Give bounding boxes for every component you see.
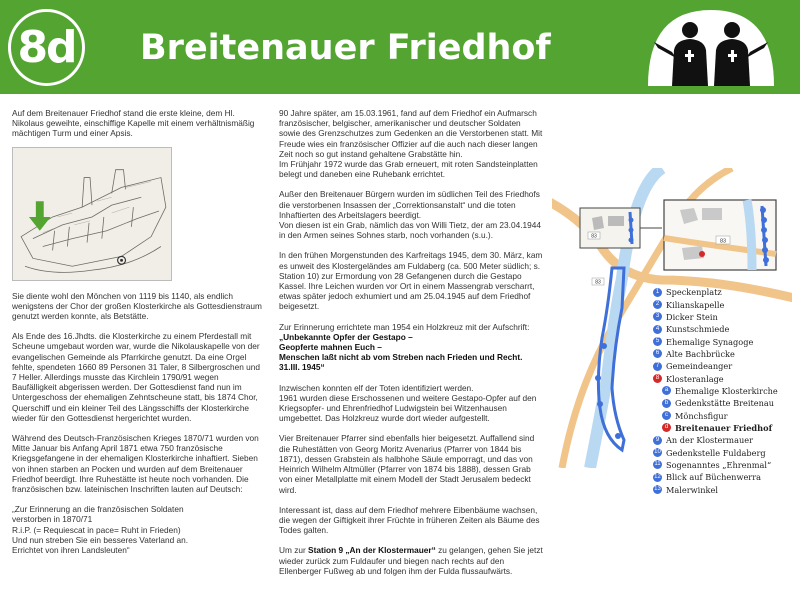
station-number-icon: 10 (654, 449, 661, 456)
legend-item (653, 385, 793, 397)
legend-label: Klosteranlage (666, 373, 724, 384)
text-column-middle (279, 108, 544, 586)
monks-logo-icon (646, 6, 776, 86)
legend-label: Blick auf Büchenwerra (666, 472, 762, 483)
station-number-icon: 7 (653, 362, 662, 371)
station-number-icon: d (662, 423, 671, 432)
paragraph: Zur Erinnerung errichtete man 1954 ein Holzkreuz mit der Aufschrift: „Unbekannte Opfer der Gestapo – Geopferte mahnen Euch – Menschen laßt nicht ab vom Streben nach Frieden und Recht. 31.III. 1945“ (279, 321, 530, 373)
station-number-icon: 1 (653, 288, 662, 297)
station-number-icon: 2 (653, 300, 662, 309)
legend-label: Alte Bachbrücke (666, 348, 735, 359)
legend-item (653, 484, 793, 496)
legend-label: Dicker Stein (666, 311, 718, 322)
paragraph: Während des Deutsch-Französischen Krieges 1870/71 wurden von Mitte Januar bis Anfang April 1871 etwa 750 französische Kriegsgefangene in der ehemaligen Klosterkirche inhaftiert. Sieben von ihnen starben an Pocken und wurden auf dem Breitenauer Friedhof beerdigt. Ihre Ruhestätte ist heute noch vorhanden. Die französischen bzw. lateinischen Inschriften lauten auf Deutsch: (12, 433, 259, 495)
inscription-quote (12, 504, 265, 555)
station-number-icon: 5 (653, 337, 662, 346)
legend-label: Ehemalige Klosterkirche (675, 385, 778, 396)
station-number-icon: 4 (653, 325, 662, 334)
page-title: Breitenauer Friedhof (140, 28, 551, 68)
paragraph: Interessant ist, dass auf dem Friedhof mehrere Eibenbäume wachsen, die wegen der Giftigkeit ihrer Früchte in früheren Zeiten als Bäume des Todes galten. (279, 504, 540, 536)
road-label: 83 (719, 238, 727, 245)
legend-label: Mönchsfigur (675, 410, 728, 421)
paragraph: Inzwischen konnten elf der Toten identifiziert werden. 1961 wurden diese Erschossenen und weitere Gestapo-Opfer auf den Kriegsopfer- und Ehrenfriedhof Ludwigstein bei Witzenhausen umgebettet. Das Holzkreuz wurde dort wieder aufgestellt. (279, 382, 537, 424)
legend-label: An der Klostermauer (666, 435, 753, 446)
legend-label: Malerwinkel (666, 484, 718, 495)
quote-line: „Zur Erinnerung an die französischen Soldaten (12, 504, 184, 515)
legend-item (653, 335, 793, 347)
road-label: 83 (591, 233, 597, 240)
legend-label: Sogenanntes „Ehrenmal“ (666, 459, 772, 470)
quote-line: R.i.P. (= Requiescat in pace= Ruht in Frieden) (12, 524, 181, 535)
legend-item (653, 446, 793, 458)
cross-inscription-line: „Unbekannte Opfer der Gestapo – (279, 331, 413, 342)
quote-line: Errichtet von ihren Landsleuten“ (12, 545, 130, 556)
quote-line: Und nun streben Sie ein besseres Vaterland an. (12, 534, 189, 545)
page-header (0, 0, 800, 94)
legend-item (653, 434, 793, 446)
cross-inscription-line: Geopferte mahnen Euch – (279, 342, 382, 353)
station-number-icon: 9 (653, 436, 662, 445)
text-column-left (12, 108, 265, 555)
legend-item (653, 422, 793, 434)
cross-inscription-line: Menschen laßt nicht ab vom Streben nach Frieden und Recht. (279, 352, 523, 363)
legend-item (653, 348, 793, 360)
legend-label: Gemeindeanger (666, 361, 733, 372)
station-number-icon: 13 (654, 486, 661, 493)
station-number-icon: 3 (653, 312, 662, 321)
paragraph: Vier Breitenauer Pfarrer sind ebenfalls hier beigesetzt. Auffallend sind die Ruhestätten von Georg Moritz Avenarius (Pfarrer von 1844 bis 1871), dessen Grabstein als halbhohe Säule emporragt, und das von Heinrich Wilhelm Altmüller (Pfarrer von 1874 bis 1888), dessen Grab von einer Metallplatte mit einem Modell der Stadt Jerusalem bedeckt wird. (279, 433, 535, 495)
legend-label: Ehemalige Synagoge (666, 336, 754, 347)
road-label: 83 (595, 279, 601, 286)
station-badge: 8d (8, 9, 85, 86)
paragraph: 90 Jahre später, am 15.03.1961, fand auf dem Friedhof ein Aufmarsch französischer, belgischer, amerikanischer und deutscher Soldaten sowie des Grenzschutzes zum Gedenken an die Verstorbenen statt. Mit Freude wies ein französischer Offizier auf die auch nach dieser langen Zeit noch so gut instand gehaltene Grabstätte hin. Im Frühjahr 1972 wurde das Grab erneuert, mit roten Sandsteinplatten belegt und daneben eine Ruhebank errichtet. (279, 108, 543, 180)
legend-item (653, 397, 793, 409)
legend-item (653, 286, 793, 298)
paragraph: Außer den Breitenauer Bürgern wurden im südlichen Teil des Friedhofs die verstorbenen Insassen der „Correktionsanstalt“ und die toten Inhaftierten des Arbeitslagers beerdigt. Von diesen ist ein Grab, nämlich das von Willi Tietz, der am 23.04.1944 in den Armen seines Sohnes starb, noch vorhanden (s.u.). (279, 189, 541, 241)
legend-item (653, 459, 793, 471)
paragraph: Um zur Station 9 „An der Klostermauer“ zu gelangen, gehen Sie jetzt wieder zurück zum Fuldaufer und biegen nach rechts auf den Ellenberger Fußweg ab und folgen ihm der Fulda flussaufwärts. (279, 545, 543, 576)
station-number-icon: 11 (654, 461, 661, 468)
legend-label: Speckenplatz (666, 287, 722, 298)
cross-inscription-line: 31.III. 1945“ (279, 362, 325, 373)
legend-item (653, 471, 793, 483)
quote-line: verstorben in 1870/71 (12, 514, 93, 525)
station-number-icon: a (662, 386, 671, 395)
next-station-link: Station 9 „An der Klostermauer“ (308, 545, 436, 556)
historic-sketch-image (12, 147, 172, 281)
legend-item (653, 372, 793, 384)
paragraph: Auf dem Breitenauer Friedhof stand die erste kleine, dem Hl. Nikolaus geweihte, einschiffige Kapelle mit einem verhältnismäßig mächtigen Turm und einer Apsis. (12, 108, 255, 139)
legend-item (653, 409, 793, 421)
paragraph: Sie diente wohl den Mönchen von 1119 bis 1140, als endlich wenigstens der Chor der großen Klosterkirche als Gottesdienstraum genutzt werden konnte, als Betstätte. (12, 290, 262, 322)
station-number-icon: 6 (653, 349, 662, 358)
paragraph: Als Ende des 16.Jhdts. die Klosterkirche zu einem Pferdestall mit Scheune umgebaut worden war, wurde die Nikolauskapelle von der evangelischen Gemeinde als Pfarrkirche genutzt. Da eine Orgel fehlte, spendeten 1660 89 Personen 31 Taler, 8 Silbergroschen und 7 Heller. Allerdings musste das Kirchlein 1790/91 wegen Baufälligkeit abgerissen werden. Der Gottesdienst fand nun im Untergeschoss der ehemaligen Zehntscheune statt, bis 1874 Chor, Querschiff und ein kleiner Teil des Längsschiffs der Klosterkirche wieder für den Gottesdienst hergerichtet wurden. (12, 331, 261, 423)
station-number-icon: c (662, 411, 671, 420)
legend-label: Gedenkstätte Breitenau (675, 398, 775, 409)
legend-label: Gedenkstelle Fuldaberg (666, 447, 766, 458)
station-legend (653, 286, 793, 496)
current-station-marker (699, 251, 705, 257)
legend-label: Kilianskapelle (666, 299, 725, 310)
station-number-icon: b (662, 399, 671, 408)
legend-label: Kunstschmiede (666, 324, 730, 335)
legend-item (653, 298, 793, 310)
legend-label: Breitenauer Friedhof (675, 422, 773, 433)
station-number-icon: 8 (653, 374, 662, 383)
legend-item (653, 323, 793, 335)
station-number-icon: 12 (654, 473, 661, 480)
paragraph: In den frühen Morgenstunden des Karfreitags 1945, dem 30. März, kam es unweit des Klostergeländes am Fuldaberg (ca. 500 Meter südlich; s. Station 10) zur Ermordung von 28 Gefangenen durch die Gestapo Kassel. Ihre Leichen wurden vor Ort in einem Massengrab verscharrt, etwas später jedoch exhumiert und am 25.04.1945 auf dem Friedhof beigesetzt. (279, 250, 543, 312)
legend-item (653, 360, 793, 372)
legend-item (653, 311, 793, 323)
